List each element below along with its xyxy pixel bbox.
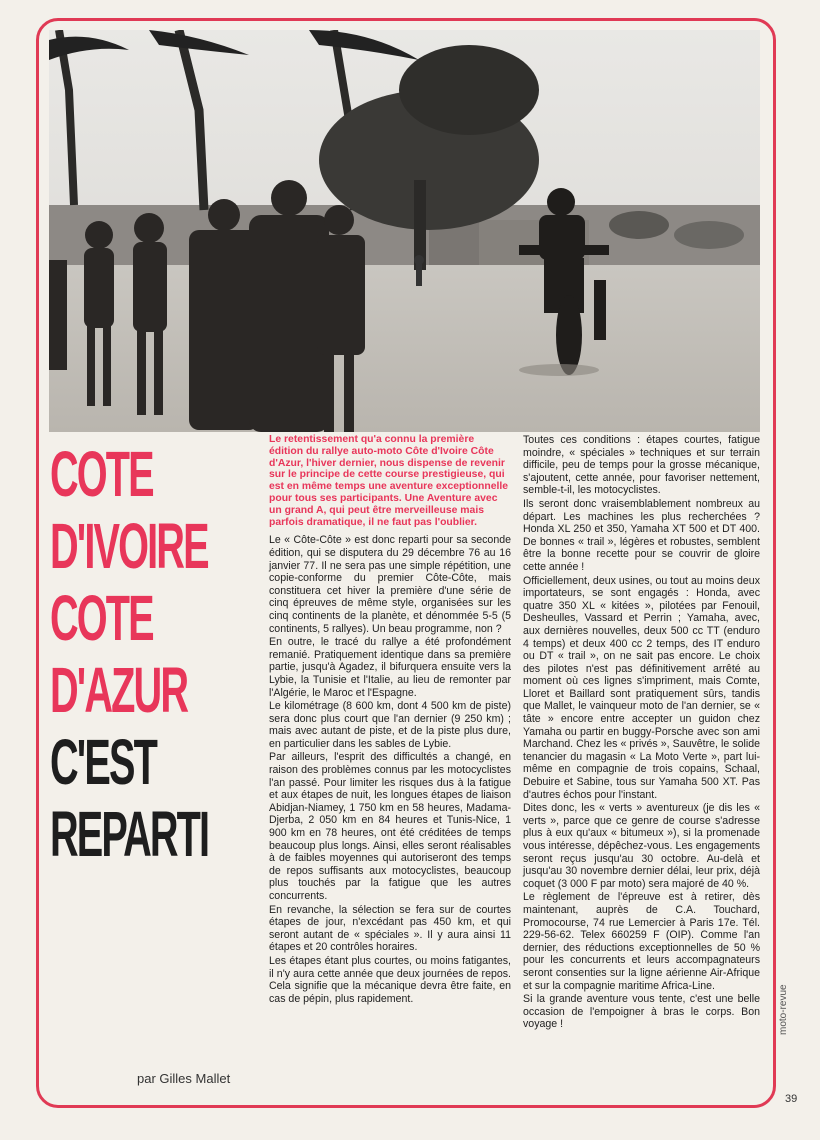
article-column-2 xyxy=(523,434,760,1032)
paragraph: Le « Côte-Côte » est donc reparti pour sa seconde édition, qui se disputera du 29 décembre 76 au 16 janvier 77. Il ne sera pas une simple répétition, une copie-conforme du premier Côte-Côte, mais constituera cet hiver la première d'une série de cinq épreuves de même style, organisées sur les cinq continents de la planète, et dénommée 5-5 (5 continents, 5 rallyes). Un beau programme, non ? xyxy=(269,534,511,635)
headline-line-2: D'IVOIRE xyxy=(50,510,208,582)
headline-line-3: COTE xyxy=(50,582,153,654)
paragraph: Toutes ces conditions : étapes courtes, fatigue moindre, « spéciales » techniques et sur terrain difficile, peu de temps pour la grosse mécanique, s'ajoutent, cette année, pour favoriser nettement, semble-t-il, les motocyclistes. xyxy=(523,434,760,497)
headline xyxy=(50,438,265,870)
paragraph: Si la grande aventure vous tente, c'est une belle occasion de l'empoigner à bras le corps. Bon voyage ! xyxy=(523,993,760,1031)
paragraph: En revanche, la sélection se fera sur de courtes étapes de jour, n'excédant pas 450 km, et qui seront autant de « spéciales ». Il y aura ainsi 11 étapes et 20 contrôles horaires. xyxy=(269,903,511,954)
magazine-side-label: moto-revue xyxy=(778,984,789,1035)
paragraph: Officiellement, deux usines, ou tout au moins deux importateurs, se sont engagés : Honda, avec quatre 350 XL « kitées », pilotées par Fenouil, Desheulles, Vassard et Perrin ; Yamaha, avec, aux dernières nouvelles, deux 500 cc TT (enduro 4 temps) et deux 400 cc 2 temps, des IT enduro ou DT « trail », on ne sait pas encore. Le choix des pilotes n'est pas définitivement arrêté au moment où ces lignes s'impriment, mais Comte, Lloret et Baillard sont pratiquement sûrs, tandis que Mallet, le vainqueur moto de l'an dernier, se « tâte » encore entre accepter un guidon chez Yamaha ou partir en buggy-Porsche avec son ami Marchand. Chez les « privés », Sauvêtre, le solide tenancier du magasin « La Moto Verte », part lui-même en compagnie de trois copains, Schaal, Debuire et Sabine, tous sur Yamaha 500 XT. Pas d'autres échos pour l'instant. xyxy=(523,574,760,801)
page-number: 39 xyxy=(785,1093,798,1105)
paragraph: Les étapes étant plus courtes, ou moins fatigantes, il n'y aura cette année que deux journées de repos. Cela signifie que la mécanique devra être faite, en cas de pépin, plus rapidement. xyxy=(269,954,511,1005)
byline: par Gilles Mallet xyxy=(137,1071,231,1086)
rally-photo xyxy=(49,30,760,432)
article-column-1 xyxy=(269,434,511,1006)
paragraph: En outre, le tracé du rallye a été profondément remanié. Pratiquement identique dans sa première partie, jusqu'à Agadez, il bifurquera ensuite vers la Lybie, la Tunisie et l'Italie, au lieu de remonter par l'Algérie, le Maroc et l'Espagne. xyxy=(269,636,511,699)
headline-line-1: COTE xyxy=(50,438,153,510)
paragraph: Le règlement de l'épreuve est à retirer, dès maintenant, auprès de C.A. Touchard, Promocourse, 74 rue Lemercier à Paris 17e. Tél. 229-56-62. Telex 660259 F (OIP). Comme l'an dernier, des réductions exceptionnelles de 50 % pour les concurrents et leurs accompagnateurs seront consenties sur la ligne aérienne Air-Afrique et sur la compagnie maritime Africa-Line. xyxy=(523,891,760,992)
paragraph: Dites donc, les « verts » aventureux (je dis les « verts », parce que ce genre de course s'adresse plus à eux qu'aux « bitumeux »), si la promenade vous intéresse, dépêchez-vous. Les engagements seront reçus jusqu'au 30 octobre. Au-delà et jusqu'au 30 novembre dernier délai, leur prix, déjà coquet (3 000 F par moto) sera majoré de 40 %. xyxy=(523,802,760,890)
headline-line-6: REPARTI xyxy=(50,798,209,870)
intro-paragraph: Le retentissement qu'a connu la première édition du rallye auto-moto Côte d'Ivoire Côte d'Azur, l'hiver dernier, nous dispense de revenir sur le principe de cette course prestigieuse, qui est en même temps une aventure exceptionnelle pour tous ses participants. Une Aventure avec un grand A, qui peut être merveilleuse mais parfois dramatique, il ne faut pas l'oublier. xyxy=(269,434,509,528)
paragraph: Par ailleurs, l'esprit des difficultés a changé, en raison des problèmes connus par les motocyclistes l'an passé. Pour limiter les risques dus à la fatigue et aux étapes de nuit, les longues étapes de liaison Abidjan-Niamey, 1 750 km en 58 heures, Madama-Djerba, 2 050 km en 84 heures et Tunis-Nice, 1 900 km en 78 heures, ont été créditées de temps beaucoup plus longs. Ainsi, elles seront réalisables à de faibles moyennes qui autoriseront des temps de repos suffisants aux motocyclistes, beaucoup plus touchés par la fatigue que les autres concurrents. xyxy=(269,751,511,902)
headline-line-4: D'AZUR xyxy=(50,654,188,726)
headline-line-5: C'EST xyxy=(50,726,156,798)
paragraph: Ils seront donc vraisemblablement nombreux au départ. Les machines les plus recherchées ? Honda XL 250 et 350, Yamaha XT 500 et DT 400. De bonnes « trail », légères et robustes, semblent être la bonne recette pour se couvrir de gloire cette année ! xyxy=(523,497,760,573)
paragraph: Le kilométrage (8 600 km, dont 4 500 km de piste) sera donc plus court que l'an dernier (9 250 km) ; mais avec autant de piste, et de la piste plus dure, en particulier dans les sables de Lybie. xyxy=(269,700,511,750)
